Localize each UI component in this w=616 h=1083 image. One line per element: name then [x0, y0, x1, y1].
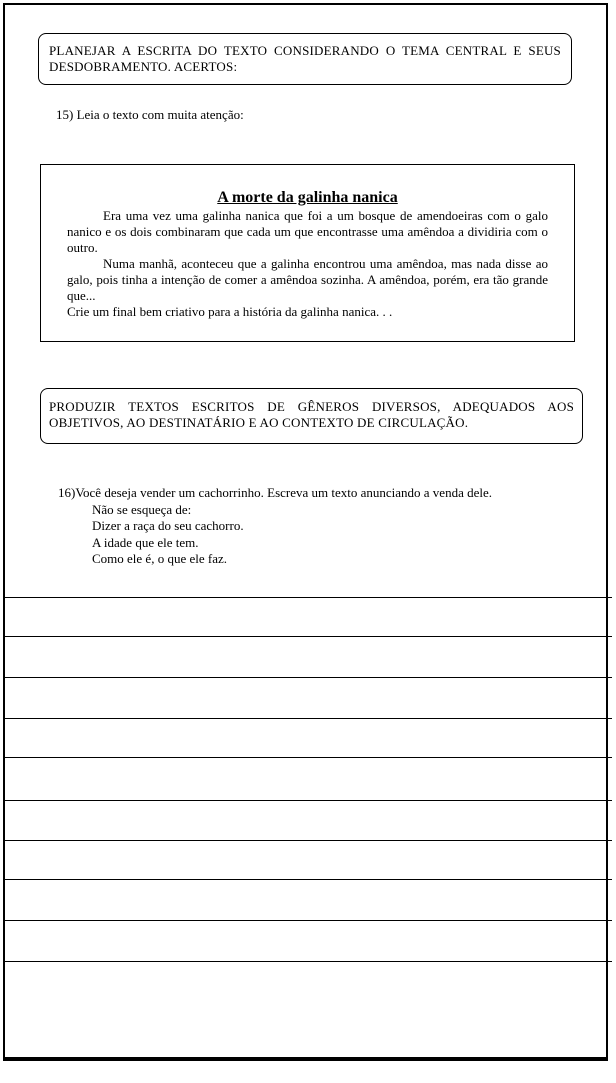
answer-line[interactable] [5, 879, 612, 880]
question-16-item: Dizer a raça do seu cachorro. [92, 518, 244, 533]
answer-line[interactable] [5, 840, 612, 841]
skill-box-planejar: PLANEJAR A ESCRITA DO TEXTO CONSIDERANDO O TEMA CENTRAL E SEUS DESDOBRAMENTO. ACERTOS: [38, 33, 572, 85]
answer-line[interactable] [5, 597, 612, 598]
answer-line[interactable] [5, 800, 612, 801]
answer-line[interactable] [5, 636, 612, 637]
skill-box-produzir: PRODUZIR TEXTOS ESCRITOS DE GÊNEROS DIVERSOS, ADEQUADOS AOS OBJETIVOS, AO DESTINATÁRIO E AO CONTEXTO DE CIRCULAÇÃO. [40, 388, 583, 444]
question-16-item: Como ele é, o que ele faz. [92, 551, 227, 566]
story-instruction: Crie um final bem criativo para a história da galinha nanica. . . [67, 304, 393, 319]
story-title: A morte da galinha nanica [217, 189, 398, 206]
answer-line[interactable] [5, 961, 612, 962]
story-paragraph-1: Era uma vez uma galinha nanica que foi a um bosque de amendoeiras com o galo nanico e os dois combinaram que cada um que encontrasse uma amêndoa a dividiria com o outro. [67, 208, 548, 255]
question-16-item: A idade que ele tem. [92, 534, 199, 550]
question-16 [58, 485, 492, 568]
story-paragraph-2: Numa manhã, aconteceu que a galinha encontrou uma amêndoa, mas nada disse ao galo, pois tinha a intenção de comer a amêndoa sozinha. A amêndoa, porém, era tão grande que... [67, 256, 548, 303]
answer-line[interactable] [5, 677, 612, 678]
answer-line[interactable] [5, 718, 612, 719]
answer-line[interactable] [5, 920, 612, 921]
question-16-item: Não se esqueça de: [92, 501, 192, 517]
story-box [40, 164, 575, 342]
answer-line[interactable] [5, 757, 612, 758]
question-15-prompt: 15) Leia o texto com muita atenção: [56, 107, 244, 122]
question-16-prompt: 16)Você deseja vender um cachorrinho. Escreva um texto anunciando a venda dele. [58, 485, 493, 500]
